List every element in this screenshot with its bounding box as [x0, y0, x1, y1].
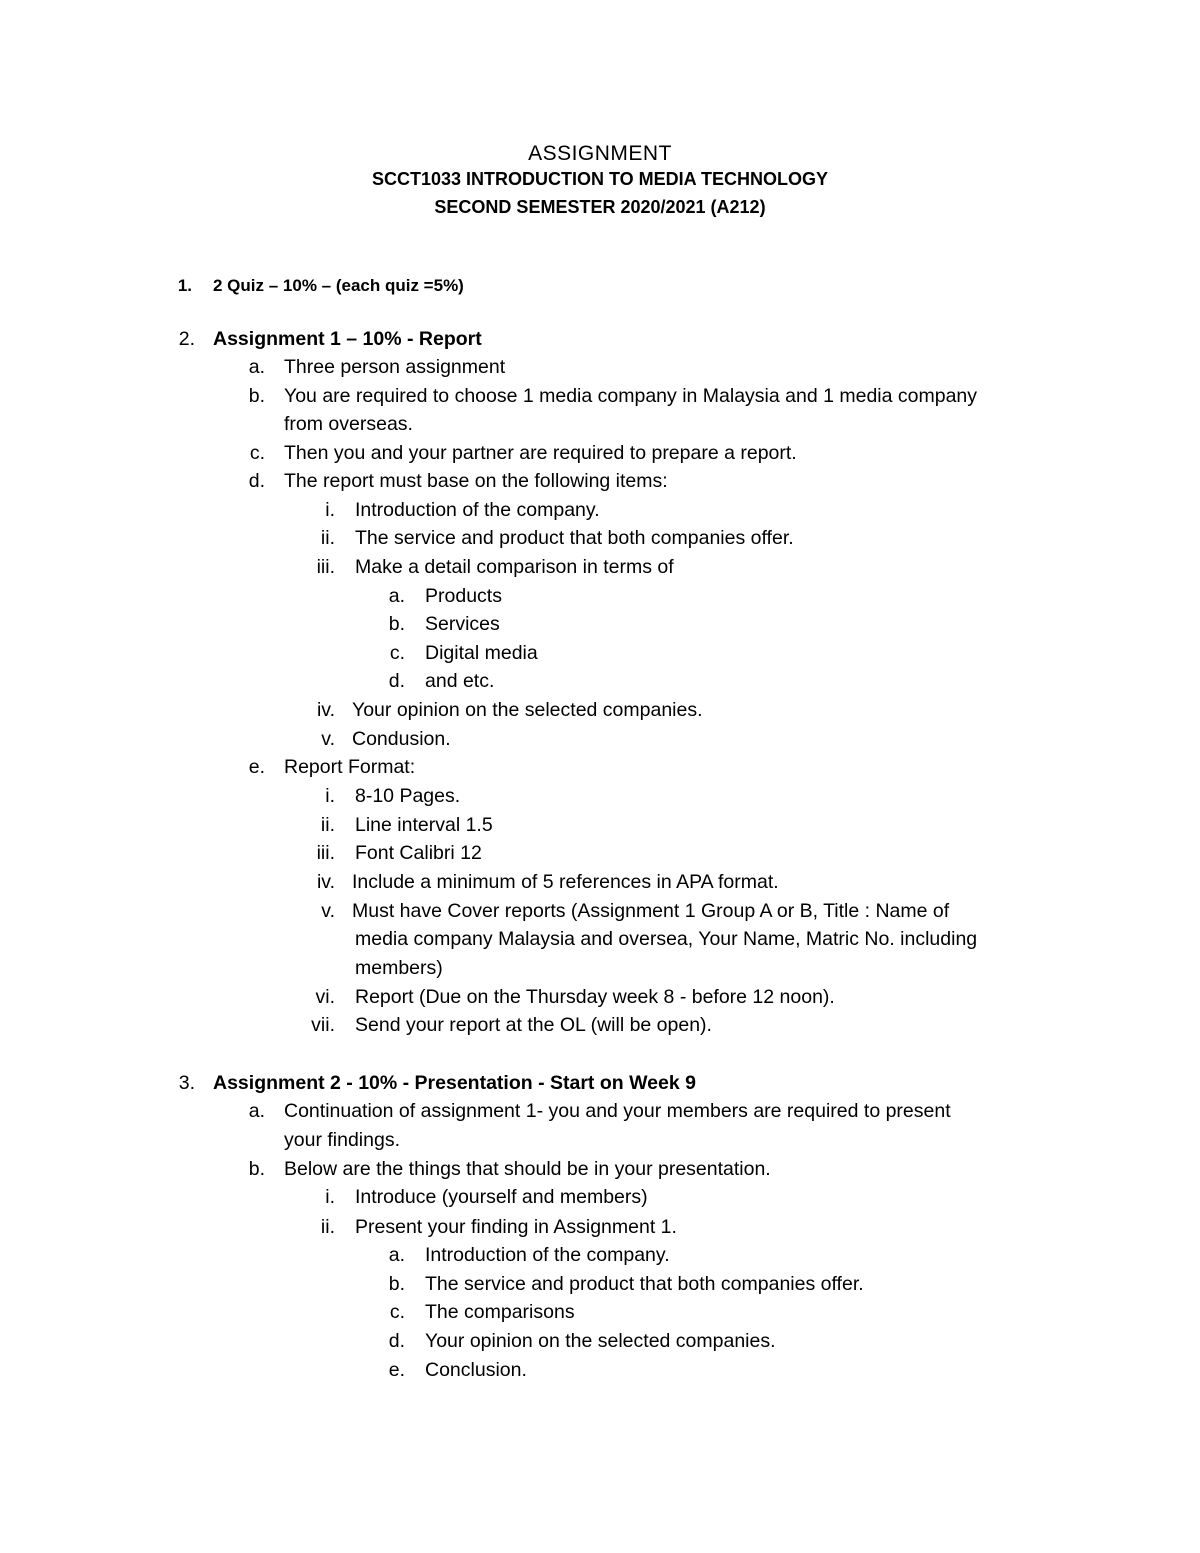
list-item-text: Present your finding in Assignment 1.	[355, 1216, 677, 1238]
list-item-3b	[0, 1155, 1200, 1183]
list-item-2d-iii-b	[0, 610, 1200, 638]
list-item-3b-ii-d	[0, 1327, 1200, 1355]
course-title: SCCT1033 INTRODUCTION TO MEDIA TECHNOLOGY	[371, 169, 829, 189]
list-item-text: media company Malaysia and oversea, Your Name, Matric No. including	[355, 928, 978, 950]
list-item-text: Digital media	[425, 642, 538, 664]
list-marker: ii.	[320, 527, 335, 549]
list-item-text: Then you and your partner are required to prepare a report.	[284, 442, 797, 464]
list-marker: 3.	[178, 1072, 195, 1094]
list-marker: a.	[388, 1244, 405, 1266]
list-item-text: and etc.	[425, 670, 495, 692]
list-item-3b-ii-e	[0, 1356, 1200, 1384]
list-item-text: Assignment 1 – 10% - Report	[213, 328, 482, 350]
list-item-3a-continued	[0, 1126, 1200, 1154]
list-marker: i.	[325, 1186, 335, 1208]
list-item-text: The comparisons	[425, 1301, 575, 1323]
list-item-text: Send your report at the OL (will be open).	[355, 1014, 712, 1036]
list-item-2d-v	[0, 725, 1200, 753]
list-item-2d-iii-a	[0, 582, 1200, 610]
list-item-2d	[0, 467, 1200, 495]
list-marker: b.	[388, 613, 405, 635]
list-item-2	[0, 325, 1200, 353]
list-item-text: Introduce (yourself and members)	[355, 1186, 648, 1208]
list-item-3b-ii-a	[0, 1241, 1200, 1269]
list-item-2e	[0, 753, 1200, 781]
list-item-text: Introduction of the company.	[355, 499, 600, 521]
list-item-text: Introduction of the company.	[425, 1244, 670, 1266]
list-item-text: Report (Due on the Thursday week 8 - before 12 noon).	[355, 986, 835, 1008]
list-item-2d-iii-d	[0, 667, 1200, 695]
list-item-text: The service and product that both companies offer.	[355, 527, 794, 549]
list-item-text: Must have Cover reports (Assignment 1 Group A or B, Title : Name of	[352, 900, 950, 922]
list-item-3b-ii-b	[0, 1270, 1200, 1298]
list-item-text: Font Calibri 12	[355, 842, 482, 864]
list-item-2b	[0, 382, 1200, 410]
list-marker: v.	[321, 728, 335, 750]
list-item-text: Three person assignment	[284, 356, 506, 378]
list-item-text: Continuation of assignment 1- you and your members are required to present	[284, 1100, 951, 1122]
list-marker: e.	[248, 756, 265, 778]
list-item-2e-i	[0, 782, 1200, 810]
list-marker: c.	[389, 642, 405, 664]
list-item-2e-ii	[0, 811, 1200, 839]
list-marker: vi.	[315, 986, 335, 1008]
list-item-2e-iii	[0, 839, 1200, 867]
list-item-2e-iv	[0, 868, 1200, 896]
list-item-text: from overseas.	[284, 413, 413, 435]
list-item-2d-i	[0, 496, 1200, 524]
list-item-text: Conclusion.	[425, 1359, 527, 1381]
list-item-text: Condusion.	[352, 728, 451, 750]
list-marker: 2.	[178, 328, 195, 350]
list-item-2c	[0, 439, 1200, 467]
list-marker: v.	[321, 900, 335, 922]
list-marker: i.	[325, 785, 335, 807]
list-item-text: You are required to choose 1 media company in Malaysia and 1 media company	[284, 385, 978, 407]
list-item-2d-iv	[0, 696, 1200, 724]
list-item-3	[0, 1069, 1200, 1097]
list-item-text: Line interval 1.5	[355, 814, 493, 836]
list-marker: a.	[388, 585, 405, 607]
list-item-2e-vi	[0, 983, 1200, 1011]
semester-line: SECOND SEMESTER 2020/2021 (A212)	[434, 197, 766, 217]
list-marker: b.	[248, 385, 265, 407]
list-item-text: Make a detail comparison in terms of	[355, 556, 674, 578]
list-item-3a	[0, 1097, 1200, 1125]
list-marker: c.	[249, 442, 265, 464]
list-item-3b-i	[0, 1183, 1200, 1211]
list-marker: b.	[388, 1273, 405, 1295]
list-item-1	[0, 272, 1200, 300]
list-item-2e-v-continued-2	[0, 954, 1200, 982]
list-marker: d.	[388, 670, 405, 692]
list-item-text: Products	[425, 585, 502, 607]
list-marker: iv.	[316, 871, 335, 893]
list-marker: vii.	[311, 1014, 335, 1036]
list-item-text: Services	[425, 613, 500, 635]
list-item-2d-ii	[0, 524, 1200, 552]
list-marker: 1.	[177, 276, 192, 295]
list-item-2e-v-continued-1	[0, 925, 1200, 953]
list-item-text: Your opinion on the selected companies.	[425, 1330, 776, 1352]
list-item-text: Assignment 2 - 10% - Presentation - Start on Week 9	[213, 1072, 696, 1094]
list-item-2e-vii	[0, 1011, 1200, 1039]
list-item-2e-v	[0, 897, 1200, 925]
list-item-text: Include a minimum of 5 references in APA format.	[352, 871, 779, 893]
list-marker: a.	[248, 1100, 265, 1122]
list-marker: iii.	[316, 842, 335, 864]
list-item-text: your findings.	[284, 1129, 400, 1151]
list-item-2a	[0, 353, 1200, 381]
list-marker: c.	[389, 1301, 405, 1323]
list-item-text: 2 Quiz – 10% – (each quiz =5%)	[213, 276, 464, 295]
list-marker: iii.	[316, 556, 335, 578]
list-item-2d-iii-c	[0, 639, 1200, 667]
list-marker: b.	[248, 1158, 265, 1180]
list-item-text: members)	[355, 957, 443, 979]
list-item-text: 8-10 Pages.	[355, 785, 461, 807]
list-marker: e.	[388, 1359, 405, 1381]
list-item-text: Your opinion on the selected companies.	[352, 699, 703, 721]
list-marker: d.	[388, 1330, 405, 1352]
list-marker: ii.	[320, 1216, 335, 1238]
list-marker: a.	[248, 356, 265, 378]
list-marker: d.	[248, 470, 265, 492]
list-item-text: The report must base on the following items:	[284, 470, 668, 492]
list-item-3b-ii	[0, 1213, 1200, 1241]
document-title: ASSIGNMENT	[528, 142, 672, 165]
list-item-text: Below are the things that should be in your presentation.	[284, 1158, 771, 1180]
list-marker: i.	[325, 499, 335, 521]
list-item-2d-iii	[0, 553, 1200, 581]
list-item-3b-ii-c	[0, 1298, 1200, 1326]
list-item-2b-continued	[0, 410, 1200, 438]
list-item-text: The service and product that both companies offer.	[425, 1273, 864, 1295]
list-item-text: Report Format:	[284, 756, 416, 778]
list-marker: iv.	[316, 699, 335, 721]
list-marker: ii.	[320, 814, 335, 836]
